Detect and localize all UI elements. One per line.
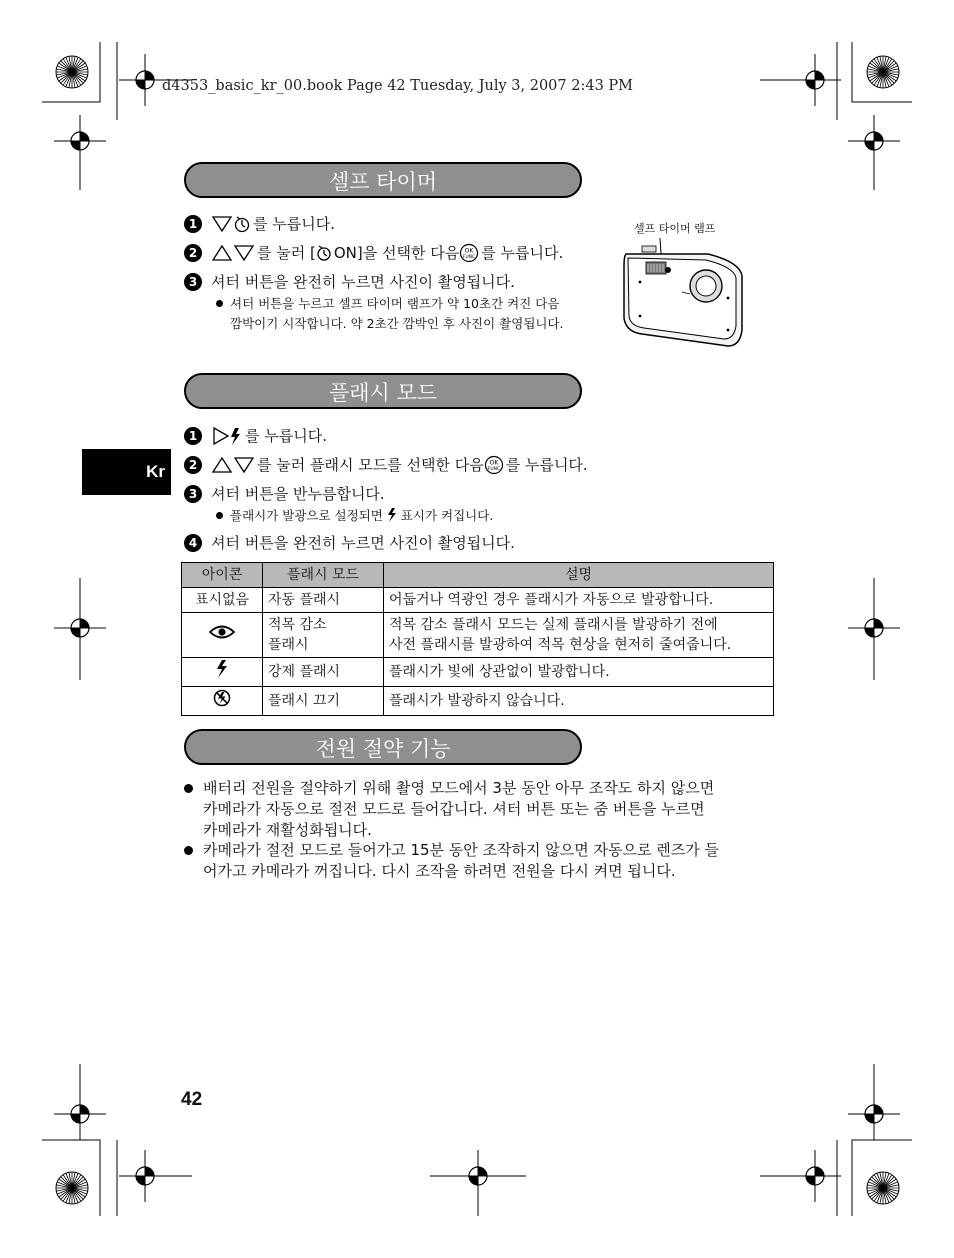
ok-func-button-icon [459,243,479,263]
section-title-power-save: 전원 절약 기능 [184,729,582,765]
icon-cell [182,658,263,687]
mode-line-2: 플래시 [268,637,309,653]
self-timer-step-2 [184,242,563,264]
step-text: 를 누릅니다. [245,427,327,445]
table-row [182,613,774,658]
svg-text:OK: OK [464,247,474,255]
bullet-line-1: 배터리 전원을 절약하기 위해 촬영 모드에서 3분 동안 아무 조작도 하지 않으면 [203,779,715,797]
step-text: 셔터 버튼을 완전히 누르면 사진이 촬영됩니다. [211,534,515,552]
right-arrow-flash-icon [211,426,243,446]
page-number: 42 [181,1089,203,1110]
bullet-line-1: 카메라가 절전 모드로 들어가고 15분 동안 조작하지 않으면 자동으로 렌즈가 들 [203,841,719,859]
flash-note [216,506,493,526]
desc-line-1: 적목 감소 플래시 모드는 실제 플래시를 발광하기 전에 [389,617,718,633]
bullet-dot [184,784,193,793]
desc-cell [384,613,774,658]
header-desc: 설명 [384,563,774,588]
flash-icon [216,660,228,678]
table-row [182,687,774,716]
flash-step-1 [184,425,327,447]
mode-cell: 자동 플래시 [263,588,384,613]
step-text-a: 를 눌러 [ [257,244,316,262]
bullet-dot [216,300,223,307]
note-text-a: 플래시가 발광으로 설정되면 [230,508,387,523]
header-icon: 아이콘 [182,563,263,588]
ok-func-button-icon [484,455,504,475]
down-arrow-timer-icon [211,214,251,234]
step-number: 1 [184,215,202,233]
flash-mode-table [181,562,774,716]
desc-cell: 플래시가 발광하지 않습니다. [384,687,774,716]
bullet-line-3: 카메라가 재활성화됩니다. [203,821,372,839]
flash-icon [387,508,397,522]
flash-off-icon [213,689,231,707]
language-tab: Kr [82,449,171,495]
desc-cell: 어둡거나 역광인 경우 플래시가 자동으로 발광합니다. [384,588,774,613]
step-text-b: 을 선택한 다음 [362,244,460,262]
icon-cell [182,687,263,716]
on-label: ON] [333,244,363,262]
step-number: 3 [184,273,202,291]
self-timer-note [216,294,564,334]
flash-step-2 [184,454,588,476]
step-text: 셔터 버튼을 반누름합니다. [211,485,385,503]
section-title-flash-mode: 플래시 모드 [184,373,582,409]
mode-cell: 강제 플래시 [263,658,384,687]
table-row [182,658,774,687]
self-timer-step-3 [184,271,515,293]
icon-cell: 표시없음 [182,588,263,613]
svg-text:OK: OK [489,459,499,467]
timer-icon [316,244,332,262]
step-number: 3 [184,485,202,503]
lamp-label: 셀프 타이머 램프 [634,222,716,235]
desc-cell: 플래시가 빛에 상관없이 발광합니다. [384,658,774,687]
step-number: 1 [184,427,202,445]
step-text-a: 를 눌러 플래시 모드를 선택한 다음 [257,456,484,474]
svg-text:FUNC: FUNC [463,255,476,260]
power-save-bullet-2 [184,840,778,882]
step-text-c: 를 누릅니다. [481,244,564,262]
step-text: 를 누릅니다. [253,215,335,233]
bullet-dot [216,512,223,519]
icon-cell [182,613,263,658]
up-down-arrow-icon [211,243,255,263]
camera-illustration [612,234,748,352]
flash-step-4 [184,532,515,554]
mode-line-1: 적목 감소 [268,617,327,633]
step-text: 셔터 버튼을 완전히 누르면 사진이 촬영됩니다. [211,273,515,291]
bullet-line-2: 어가고 카메라가 꺼집니다. 다시 조작을 하려면 전원을 다시 켜면 됩니다. [203,862,676,880]
section-title-self-timer: 셀프 타이머 [184,162,582,198]
note-text-b: 표시가 켜집니다. [396,508,494,523]
eye-icon [209,624,235,640]
svg-text:FUNC: FUNC [487,467,500,472]
header-mode: 플래시 모드 [263,563,384,588]
step-number: 2 [184,244,202,262]
desc-line-2: 사전 플래시를 발광하여 적목 현상을 현저히 줄여줍니다. [389,637,732,653]
step-text-b: 를 누릅니다. [505,456,588,474]
mode-cell [263,613,384,658]
power-save-bullet-1 [184,778,778,841]
self-timer-step-1 [184,213,335,235]
up-down-arrow-icon [211,455,255,475]
mode-cell: 플래시 끄기 [263,687,384,716]
step-number: 4 [184,534,202,552]
table-row [182,588,774,613]
bullet-dot [184,846,193,855]
step-number: 2 [184,456,202,474]
bullet-line-2: 카메라가 자동으로 절전 모드로 들어갑니다. 셔터 버튼 또는 줌 버튼을 누르면 [203,800,705,818]
flash-step-3 [184,483,385,505]
note-line-1: 셔터 버튼을 누르고 셀프 타이머 램프가 약 10초간 켜진 다음 [230,296,560,311]
print-header: d4353_basic_kr_00.book Page 42 Tuesday, July 3, 2007 2:43 PM [162,78,634,94]
table-header-row [182,563,774,588]
note-line-2: 깜박이기 시작합니다. 약 2초간 깜박인 후 사진이 촬영됩니다. [230,316,564,331]
